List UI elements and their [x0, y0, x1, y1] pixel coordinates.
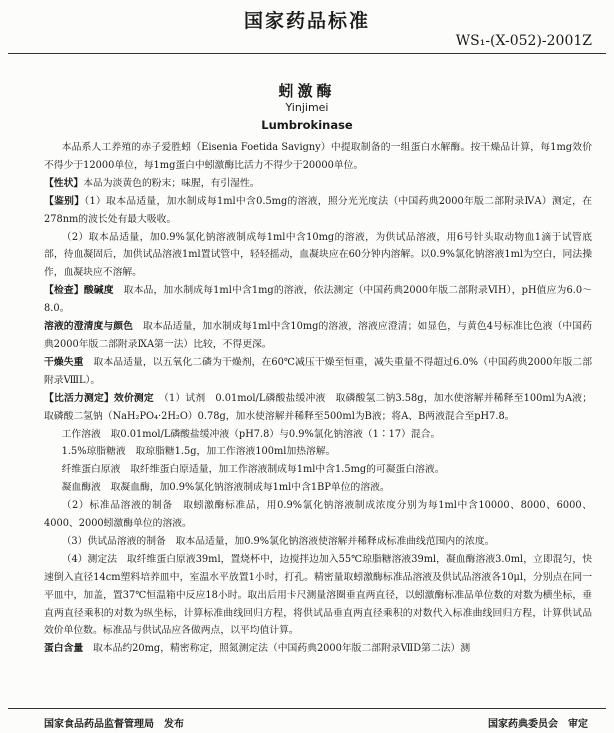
protein-heading: 蛋白含量 [44, 643, 84, 655]
drug-name-chinese: 蚓激酶 [278, 82, 336, 100]
identify-item-1: （1）取本品适量，加水制成每1ml中含0.5mg的溶液，照分光光度法（中国药典2000年版二部附录ⅣA）测定，在278nm的波长处有最大吸收。 [44, 195, 592, 225]
drug-name-english: Lumbrokinase [261, 118, 353, 132]
document-header [0, 0, 614, 54]
identify-section [44, 193, 592, 229]
drug-name-pinyin: Yinjimei [285, 101, 329, 114]
standard-solution-text: （2）标准品溶液的制备 取蚓激酶标准品，用0.9%氯化钠溶液制成浓度分别为每1ml中含10000、8000、6000、4000、2000蚓激酶单位的溶液。 [44, 500, 592, 530]
character-section [44, 175, 592, 193]
clarity-text: 取本品适量，加水制成每1ml中含10mg的溶液，溶液应澄清；如显色，与黄色4号标准比色液（中国药典2000年版二部附录ⅨA第一法）比较，不得更深。 [44, 321, 592, 350]
agar-solution-text: 1.5%琼脂糖液 取琼脂糖1.5g，加工作溶液100ml加热溶解。 [61, 446, 336, 458]
potency-subheading: 效价测定 [113, 392, 154, 404]
footer-publisher: 国家食品药品监督管理局 发布 [44, 719, 184, 730]
monograph-body [44, 139, 592, 707]
work-solution-text: 工作溶液 取0.01mol/L磷酸盐缓冲液（pH7.8）与0.9%氯化钠溶液（1∶17）混合。 [61, 428, 441, 440]
character-heading: 【性状】 [44, 177, 84, 189]
protein-section [44, 640, 592, 658]
potency-reagents: （1）试剂 0.01mol/L磷酸盐缓冲液 取磷酸氢二钠3.58g，加水使溶解并稀释至100ml为A液；取磷酸二氢钠（NaH₂PO₄·2H₂O）0.78g，加水使溶解并稀释至500ml为B液；将A、B两液混合至pH7.8。 [44, 392, 592, 422]
check-section [44, 282, 592, 318]
footer-rule [8, 708, 606, 709]
potency-heading: 【比活力测定】 [44, 392, 114, 404]
acidity-heading: 酸碱度 [83, 285, 114, 297]
dry-loss-heading: 干燥失重 [44, 356, 84, 368]
thrombin-text: 凝血酶液 取凝血酶，加0.9%氯化钠溶液制成每1ml中含1BP单位的溶液。 [61, 482, 390, 494]
dry-loss-section [44, 354, 592, 390]
fibrinogen-text: 纤维蛋白原液 取纤维蛋白原适量，加工作溶液制成每1ml中含1.5mg的可凝蛋白溶液。 [61, 464, 445, 476]
potency-section [44, 390, 592, 426]
protein-text: 取本品约20mg，精密称定，照氮测定法（中国药典2000年版二部附录ⅦD第二法）测 [92, 643, 471, 655]
standard-code: WS₁-(X-052)-2001Z [455, 33, 592, 49]
identify-item-2: （2）取本品适量，加0.9%氯化钠溶液制成每1ml中含10mg的溶液，为供试品溶液，用6号针头取动物血1滴于试管底部，待血凝固后，加供试品溶液1ml置试管中，轻轻摇动，血凝块应在60分钟内溶解。以0.9%氯化钠溶液1ml为空白，同法操作，血凝块应不溶解。 [44, 231, 592, 279]
intro-paragraph: 本品系人工养殖的赤子爱胜蚓（Eisenia Foetida Savigny）中提取制备的一组蛋白水解酶。按干燥品计算，每1mg效价不得少于12000单位，每1mg蛋白中蚓激酶比活力不得少于20000单位。 [44, 142, 592, 171]
standard-title: 国家药品标准 [243, 10, 370, 32]
clarity-heading: 溶液的澄清度与颜色 [44, 321, 134, 333]
check-heading: 【检查】 [44, 285, 84, 297]
dry-loss-text: 取本品适量，以五氧化二磷为干燥剂，在60℃减压干燥至恒重，减失重量不得超过6.0%（中国药典2000年版二部附录ⅧL）。 [44, 356, 592, 386]
test-solution-text: （3）供试品溶液的制备 取本品适量，加0.9%氯化钠溶液使溶解并稀释成标准曲线范围内的浓度。 [61, 535, 495, 547]
footer-reviewer: 国家药典委员会 审定 [488, 719, 588, 730]
identify-heading: 【鉴别】 [44, 195, 85, 207]
assay-method-text: （4）测定法 取纤维蛋白原液39ml，置烧杯中，边搅拌边加入55℃琼脂糖溶液39ml，凝血酶溶液3.0ml，立即混匀，快速倒入直径14cm塑料培养皿中，室温水平放置1小时，打孔。精密量取蚓激酶标准品溶液及供试品溶液各10μl，分别点在同一平皿中，加盖，置37℃恒温箱中反应18小时。取出后用卡尺测量溶圈垂直两直径，以蚓激酶标准品单位数的对数为横坐标，垂直两直径乘积的对数为纵坐标，计算标准曲线回归方程，将供试品垂直两直径乘积的对数代入标准曲线回归方程，计算供试品效价单位数。标准品与供试品应各做两点，以平均值计算。 [44, 553, 592, 637]
clarity-section [44, 318, 592, 354]
header-rule [8, 53, 606, 54]
acidity-text: 取本品，加水制成每1ml中含1mg的溶液，依法测定（中国药典2000年版二部附录ⅥH），pH值应为6.0～8.0。 [44, 285, 592, 315]
character-text: 本品为淡黄色的粉末；味腥，有引湿性。 [83, 177, 260, 189]
